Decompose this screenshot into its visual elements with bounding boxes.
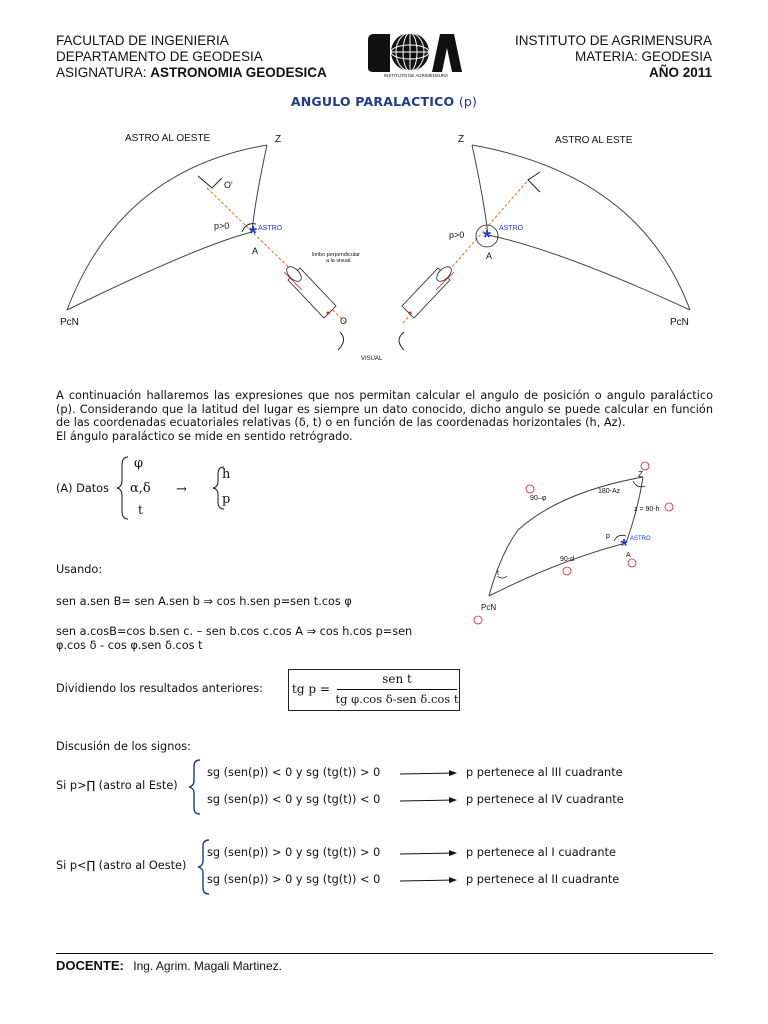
intro-paragraph: A continuación hallaremos las expresiones que nos permitan calcular el angulo de posición o angulo paraláctico (p). Considerando que la latitud del lugar es siempre un dato conocido, dicho angulo se puede calcular en función de las coordenadas ecuatoriales relativas (δ, t) o en función de las coordenadas horizontales (h, Az). El ángulo paraláctico se mide en sentido retrógrado.: [56, 389, 713, 443]
z-angle-arc: [633, 481, 645, 487]
logo-graphic: [368, 30, 464, 78]
department-name: DEPARTAMENTO DE GEODESIA: [56, 49, 263, 64]
arrow-icon: [400, 773, 456, 774]
tri-label-pcn: PcN: [481, 603, 497, 612]
case-este-cond-2: sg (sen(p)) < 0 y sg (tg(t)) < 0: [207, 793, 381, 806]
eye-icons: [198, 172, 540, 350]
page-title: ANGULO PARALACTICO (p): [290, 94, 478, 109]
arrow-icon: [400, 800, 456, 801]
year: AÑO 2011: [648, 65, 712, 80]
header-left: [56, 33, 327, 81]
subject-name: ASTRONOMIA GEODESICA: [150, 65, 327, 80]
datos-label: (A) Datos: [56, 482, 109, 495]
result-iv: p pertenece al IV cuadrante: [466, 793, 624, 806]
case-este-cond-1: sg (sen(p)) < 0 y sg (tg(t)) > 0: [207, 766, 381, 779]
footer: [56, 958, 282, 973]
materia: MATERIA: GEODESIA: [574, 49, 712, 64]
tri-label-a: A: [626, 552, 631, 559]
label-p-left: p>0: [214, 221, 230, 231]
result-iii: p pertenece al III cuadrante: [466, 766, 623, 779]
label-z-right: Z: [458, 134, 465, 145]
dividiendo-label: Dividiendo los resultados anteriores:: [56, 682, 263, 695]
astro-star-icon: *: [249, 223, 257, 245]
arrow-icon: [400, 880, 456, 881]
datos-arrow: →: [176, 482, 187, 497]
equation-1: sen a.sen B= sen A.sen b ⇒ cos h.sen p=sen t.cos φ: [56, 595, 352, 608]
west-sphere: [67, 145, 267, 310]
datos-t: t: [138, 503, 143, 517]
case-oeste-cond-2: sg (sen(p)) > 0 y sg (tg(t)) < 0: [207, 873, 381, 886]
parallactic-angle-diagram: [0, 120, 768, 370]
label-limbo-1: limbo perpendicular: [312, 252, 360, 258]
docente-label: DOCENTE:: [56, 958, 124, 973]
result-ii: p pertenece al II cuadrante: [466, 873, 620, 886]
label-astro-left: ASTRO: [258, 225, 283, 232]
tri-label-180-az: 180-Az: [598, 488, 621, 495]
label-astro-oeste: ASTRO AL OESTE: [125, 133, 211, 144]
label-a-right: A: [486, 251, 493, 261]
formula-box: [288, 669, 460, 711]
result-i: p pertenece al I cuadrante: [466, 846, 616, 859]
astro-star-icon: *: [620, 536, 628, 556]
institute-name: INSTITUTO DE AGRIMENSURA: [514, 33, 712, 48]
label-z-left: Z: [275, 134, 282, 145]
datos-alpha-delta: α,δ: [130, 481, 151, 496]
header-right: [515, 33, 712, 81]
astro-star-icon: *: [483, 227, 491, 249]
brace-este: [186, 759, 202, 815]
result-arrows: [398, 760, 464, 890]
datos-phi: φ: [134, 456, 144, 471]
docente-name: Ing. Agrim. Magali Martinez.: [133, 959, 282, 973]
tri-label-astro: ASTRO: [630, 536, 651, 542]
formula-lhs: tg p =: [292, 682, 330, 696]
tri-label-90-d: 90-d: [560, 556, 575, 563]
case-oeste-cond-1: sg (sen(p)) > 0 y sg (tg(t)) > 0: [207, 846, 381, 859]
case-este-label: Si p>∏ (astro al Este): [56, 779, 178, 792]
tri-label-z: Z: [638, 470, 643, 479]
tri-label-t: t: [497, 570, 499, 577]
arrow-icon: [400, 853, 456, 854]
label-o-prime: O': [224, 180, 233, 190]
fraction-bar: [337, 689, 457, 690]
label-visual: VISUAL: [361, 356, 383, 362]
datos-p: p: [222, 492, 231, 507]
usando-label: Usando:: [56, 563, 103, 576]
case-oeste-label: Si p<∏ (astro al Oeste): [56, 859, 187, 872]
telescope-left: [284, 264, 336, 318]
formula-numerator: sen t: [382, 672, 412, 686]
institute-logo: [368, 30, 464, 78]
formula-denominator: tg φ.cos δ-sen δ.cos t: [335, 692, 459, 706]
discusion-label: Discusión de los signos:: [56, 740, 191, 753]
label-p-right: p>0: [449, 230, 465, 240]
spherical-triangle-diagram: [470, 452, 680, 632]
label-limbo-2: a la visual: [326, 258, 351, 264]
label-a-left: A: [252, 246, 259, 256]
tri-label-z-90-h: z = 90-h: [634, 506, 660, 513]
telescope-right: [402, 264, 454, 318]
label-pcn-left: PcN: [60, 317, 79, 328]
label-o: O: [340, 316, 348, 326]
footer-divider: [56, 953, 713, 954]
subject-line: ASIGNATURA: ASTRONOMIA GEODESICA: [56, 65, 327, 80]
tri-label-p: p: [606, 533, 610, 540]
label-pcn-right: PcN: [670, 317, 689, 328]
faculty-name: FACULTAD DE INGENIERIA: [56, 33, 229, 48]
equation-2a: sen a.cosB=cos b.sen c. – sen b.cos c.cos A ⇒ cos h.cos p=sen: [56, 625, 413, 638]
label-astro-right: ASTRO: [499, 225, 524, 232]
tri-label-90-phi: 90–φ: [530, 495, 547, 502]
logo-caption: INSTITUTO DE AGRIMENSURA: [383, 73, 449, 78]
label-astro-este: ASTRO AL ESTE: [555, 135, 633, 146]
datos-h: h: [222, 467, 231, 482]
equation-2b: φ.cos δ - cos φ.sen δ.cos t: [56, 639, 203, 652]
